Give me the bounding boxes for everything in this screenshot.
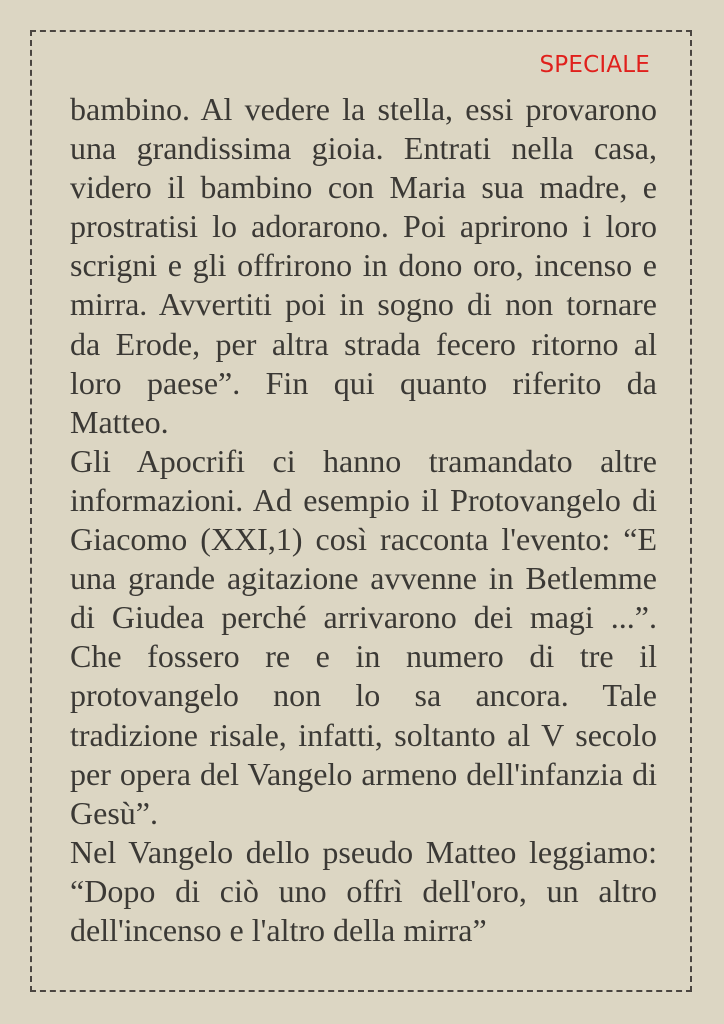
paragraph: bambino. Al vedere la stella, essi provarono una grandissima gioia. Entrati nella casa, videro il bambino con Maria sua madre, e prostratisi lo adorarono. Poi aprirono i loro scrigni e gli offrirono in dono oro, incenso e mirra. Avvertiti poi in sogno di non tornare da Erode, per altra strada fecero ritorno al loro paese”. Fin qui quanto riferito da Matteo. [70, 91, 657, 440]
paragraph: Nel Vangelo dello pseudo Matteo leggiamo: “Dopo di ciò uno offrì dell'oro, un altro dell'incenso e l'altro della mirra” [70, 833, 657, 948]
paragraph: Gli Apocrifi ci hanno tramandato altre informazioni. Ad esempio il Protovangelo di Giacomo (XXI,1) così racconta l'evento: “E una grande agitazione avvenne in Betlemme di Giudea perché arrivarono dei magi ...”. Che fossero re e in numero di tre il protovangelo non lo sa ancora. Tale tradizione risale, infatti, soltanto al V secolo per opera del Vangelo armeno dell'infanzia di Gesù”. [70, 442, 657, 831]
article-body [70, 90, 657, 950]
page-border-frame [30, 30, 692, 992]
section-label: SPECIALE [539, 52, 650, 78]
